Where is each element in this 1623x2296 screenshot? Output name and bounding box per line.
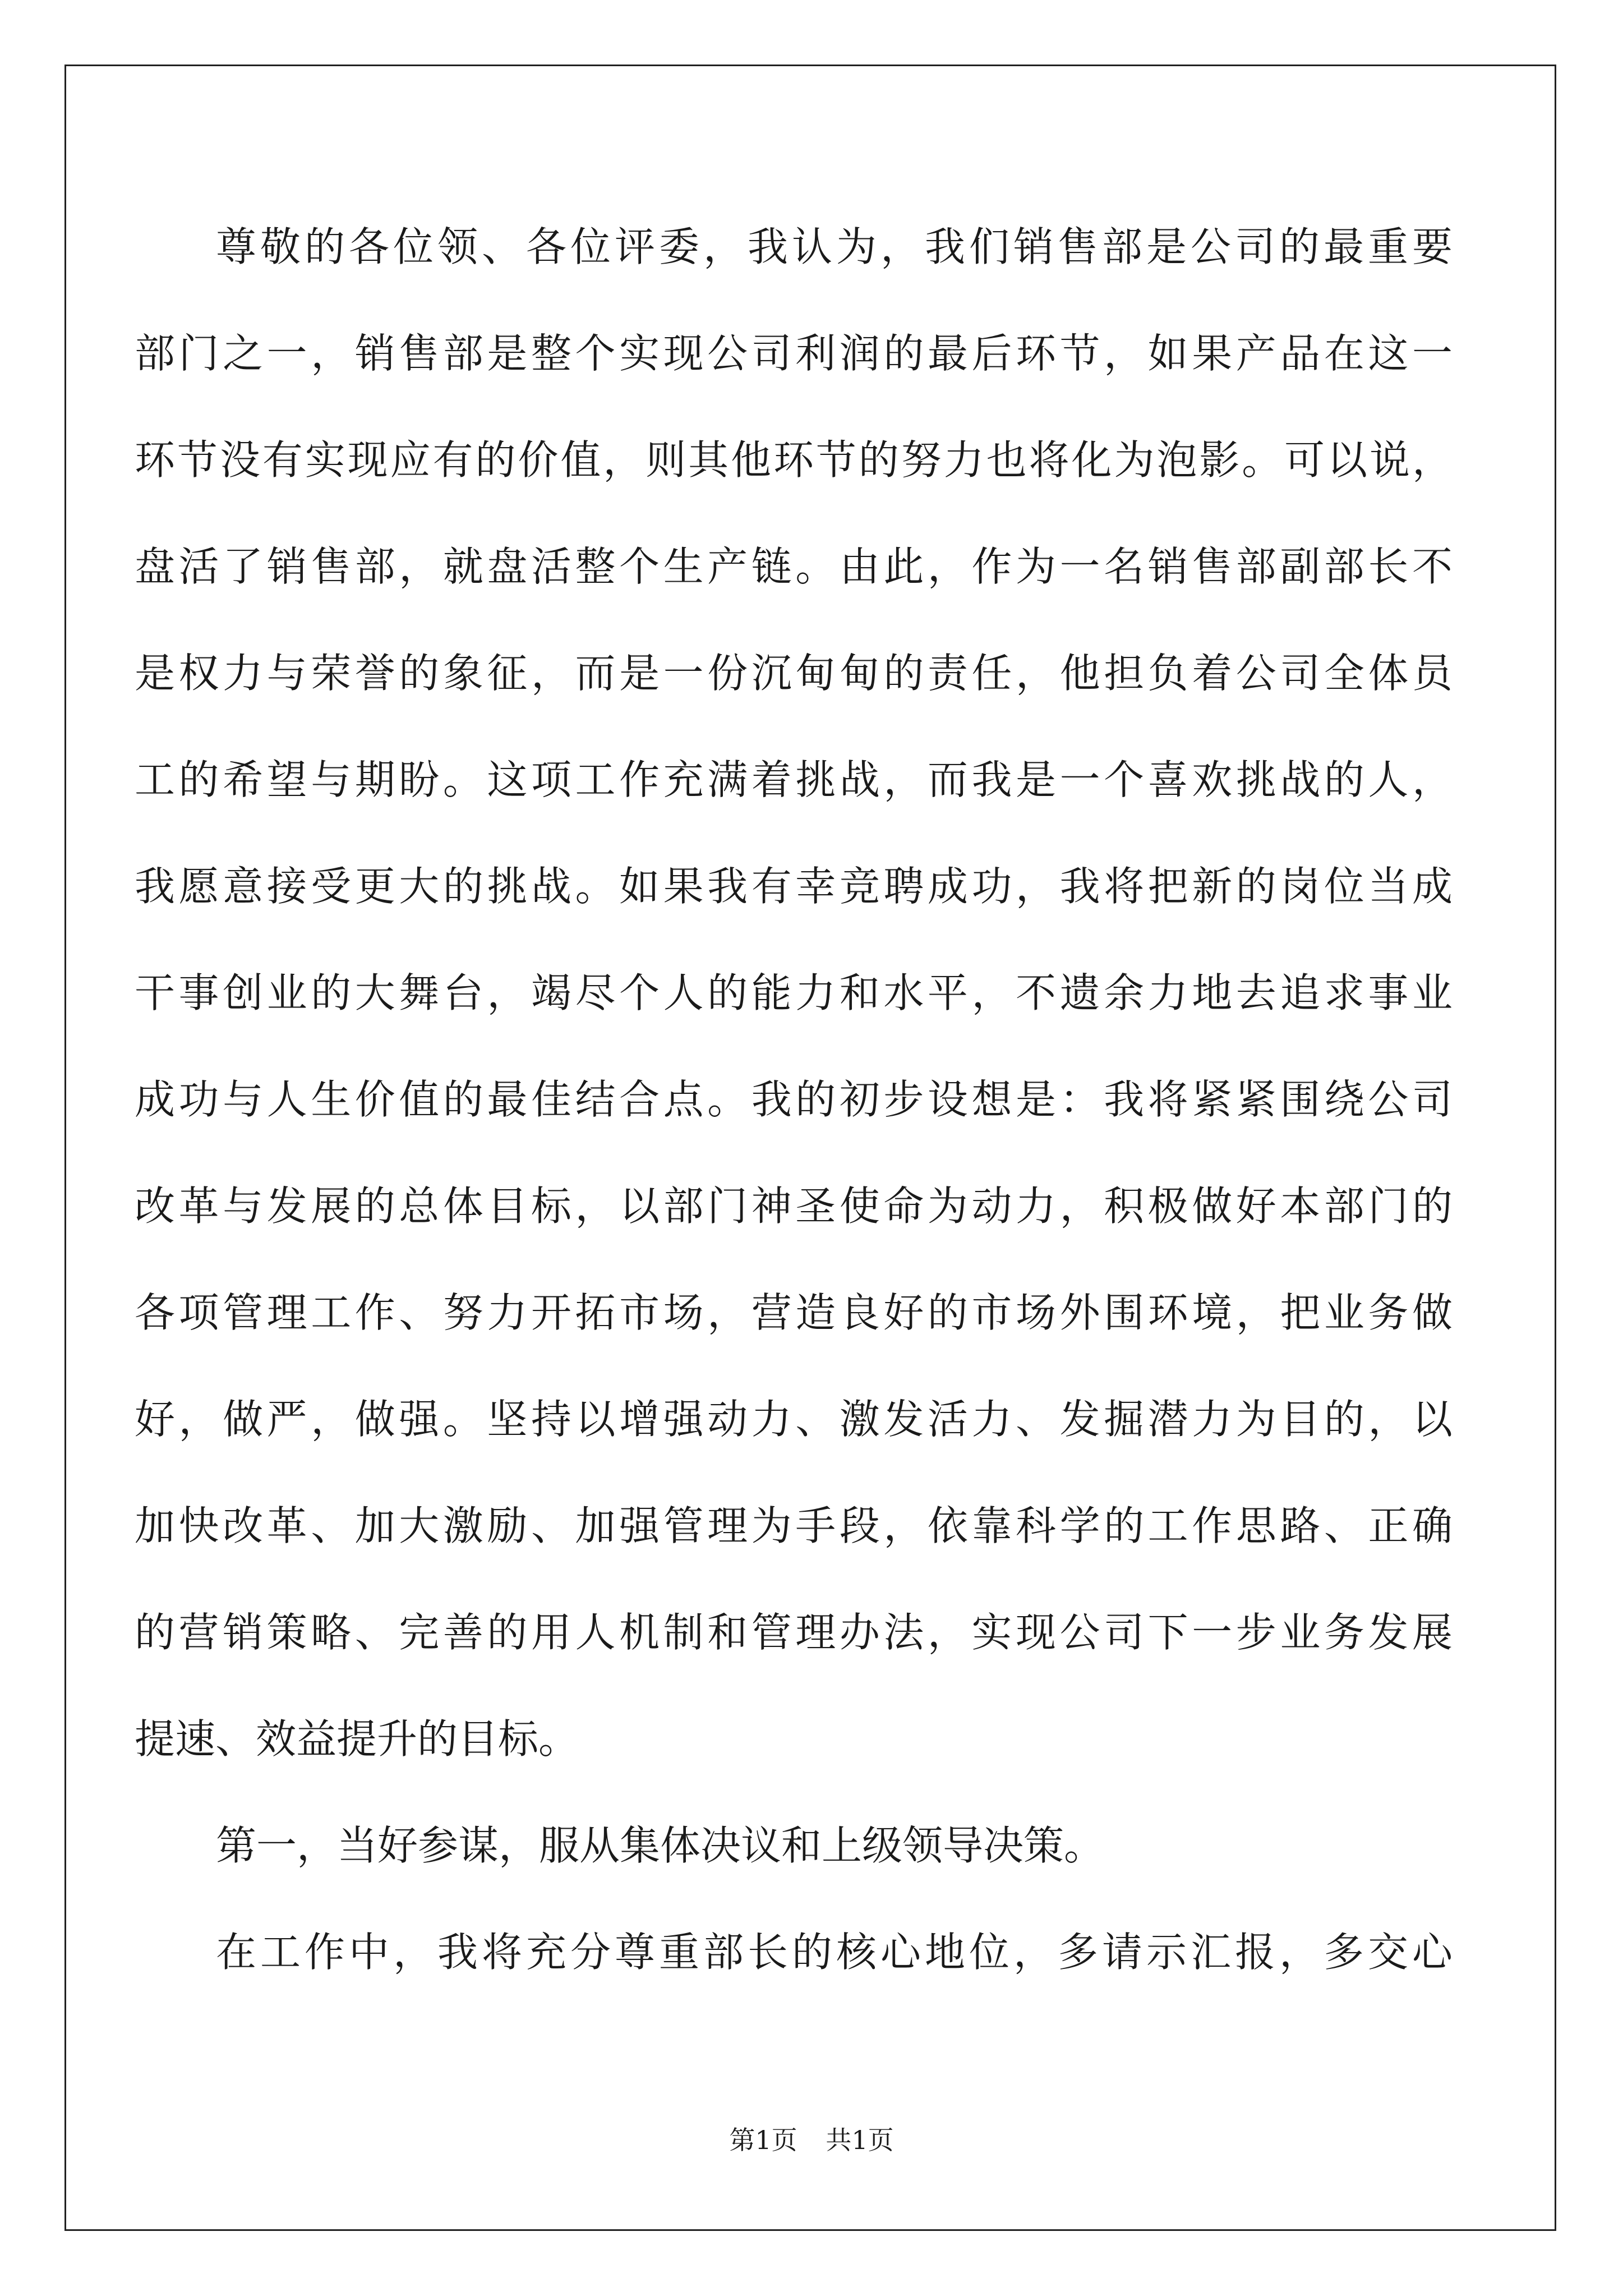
text-line: 各项管理工作、努力开拓市场，营造良好的市场外围环境，把业务做 <box>135 1289 1453 1336</box>
text-line: 干事创业的大舞台，竭尽个人的能力和水平，不遗余力地去追求事业 <box>135 969 1453 1016</box>
text-line: 环节没有实现应有的价值，则其他环节的努力也将化为泡影。可以说， <box>135 436 1453 484</box>
text-line: 的营销策略、完善的用人机制和管理办法，实现公司下一步业务发展 <box>135 1609 1453 1656</box>
text-line: 改革与发展的总体目标，以部门神圣使命为动力，积极做好本部门的 <box>135 1182 1453 1230</box>
text-line: 盘活了销售部，就盘活整个生产链。由此，作为一名销售部副部长不 <box>135 543 1453 590</box>
text-line: 我愿意接受更大的挑战。如果我有幸竞聘成功，我将把新的岗位当成 <box>135 863 1453 910</box>
text-line: 成功与人生价值的最佳结合点。我的初步设想是：我将紧紧围绕公司 <box>135 1076 1453 1123</box>
text-line: 提速、效益提升的目标。 <box>135 1715 579 1763</box>
text-line: 在工作中，我将充分尊重部长的核心地位，多请示汇报，多交心 <box>216 1929 1453 1976</box>
page-border <box>64 65 1556 2231</box>
page-number-current: 第1页 <box>729 2125 797 2155</box>
text-line: 是权力与荣誉的象征，而是一份沉甸甸的责任，他担负着公司全体员 <box>135 650 1453 697</box>
text-line: 尊敬的各位领、各位评委，我认为，我们销售部是公司的最重要 <box>216 223 1453 270</box>
text-line: 第一，当好参谋，服从集体决议和上级领导决策。 <box>216 1822 1105 1869</box>
page-footer <box>0 2123 1623 2157</box>
text-line: 部门之一，销售部是整个实现公司利润的最后环节，如果产品在这一 <box>135 330 1453 377</box>
page-number-total: 共1页 <box>826 2125 894 2155</box>
text-line: 工的希望与期盼。这项工作充满着挑战，而我是一个喜欢挑战的人， <box>135 756 1453 803</box>
text-line: 加快改革、加大激励、加强管理为手段，依靠科学的工作思路、正确 <box>135 1502 1453 1549</box>
text-line: 好，做严，做强。坚持以增强动力、激发活力、发掘潜力为目的，以 <box>135 1396 1453 1443</box>
